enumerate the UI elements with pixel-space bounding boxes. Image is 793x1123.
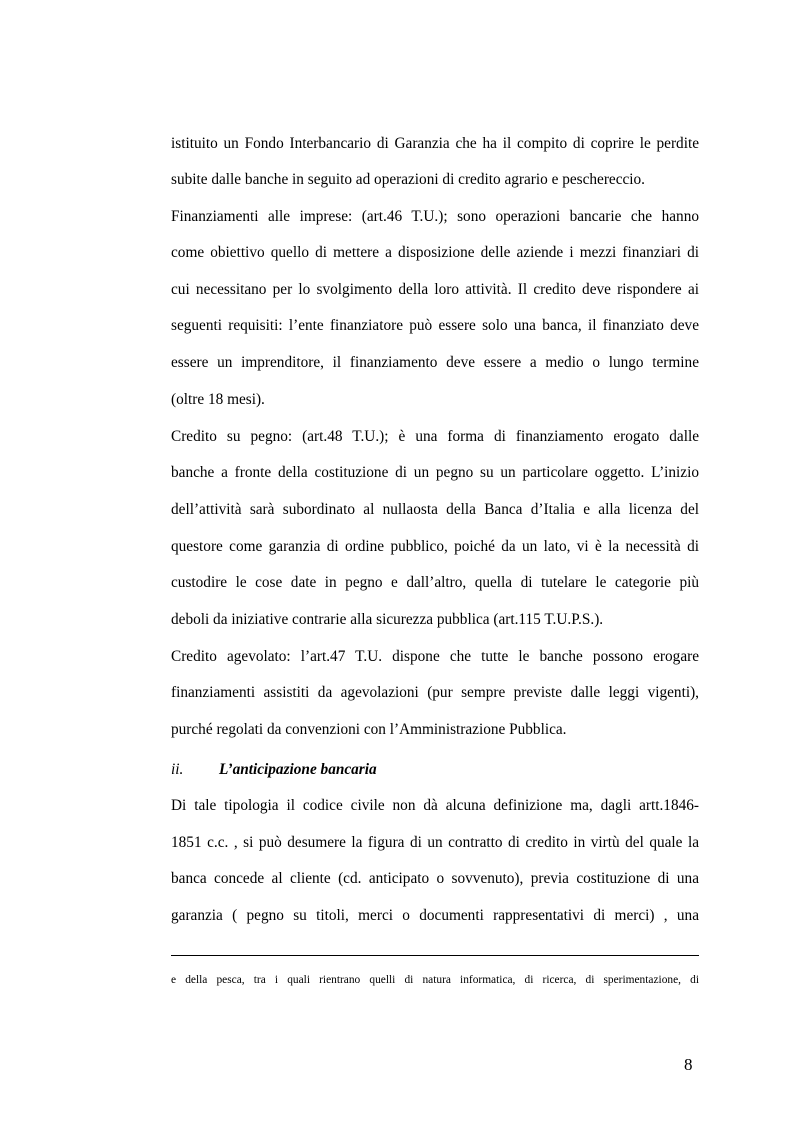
body-line: Finanziamenti alle imprese: (art.46 T.U.); sono operazioni bancarie che hanno <box>171 208 699 225</box>
body-line: Credito su pegno: (art.48 T.U.); è una forma di finanziamento erogato dalle <box>171 428 699 445</box>
section-heading <box>171 761 377 779</box>
page-number: 8 <box>684 1055 693 1074</box>
body-line: seguenti requisiti: l’ente finanziatore può essere solo una banca, il finanziato deve <box>171 317 699 334</box>
footnote-separator <box>171 955 699 956</box>
body-line: banca concede al cliente (cd. anticipato o sovvenuto), previa costituzione di una <box>171 870 699 887</box>
body-line: finanziamenti assistiti da agevolazioni (pur sempre previste dalle leggi vigenti), <box>171 684 699 701</box>
body-line: 1851 c.c. , si può desumere la figura di un contratto di credito in virtù del quale la <box>171 834 699 851</box>
body-line: purché regolati da convenzioni con l’Amministrazione Pubblica. <box>171 721 567 738</box>
body-line: cui necessitano per lo svolgimento della loro attività. Il credito deve rispondere ai <box>171 281 699 298</box>
body-line: (oltre 18 mesi). <box>171 391 265 408</box>
body-line: deboli da iniziative contrarie alla sicurezza pubblica (art.115 T.U.P.S.). <box>171 611 604 628</box>
footnote-text: e della pesca, tra i quali rientrano quelli di natura informatica, di ricerca, di sperimentazione, di <box>171 974 699 986</box>
section-title: L’anticipazione bancaria <box>219 761 377 778</box>
body-line: questore come garanzia di ordine pubblico, poiché da un lato, vi è la necessità di <box>171 538 699 555</box>
section-number: ii. <box>171 761 184 778</box>
body-line: custodire le cose date in pegno e dall’altro, quella di tutelare le categorie più <box>171 574 699 591</box>
body-line: come obiettivo quello di mettere a disposizione delle aziende i mezzi finanziari di <box>171 244 699 261</box>
body-line: dell’attività sarà subordinato al nullaosta della Banca d’Italia e alla licenza del <box>171 501 699 518</box>
body-line: banche a fronte della costituzione di un pegno su un particolare oggetto. L’inizio <box>171 464 699 481</box>
body-line: Credito agevolato: l’art.47 T.U. dispone che tutte le banche possono erogare <box>171 648 699 665</box>
body-line: istituito un Fondo Interbancario di Garanzia che ha il compito di coprire le perdite <box>171 135 699 152</box>
body-line: essere un imprenditore, il finanziamento deve essere a medio o lungo termine <box>171 354 699 371</box>
body-line: Di tale tipologia il codice civile non dà alcuna definizione ma, dagli artt.1846- <box>171 797 699 814</box>
body-line: garanzia ( pegno su titoli, merci o documenti rappresentativi di merci) , una <box>171 907 699 924</box>
body-line: subite dalle banche in seguito ad operazioni di credito agrario e peschereccio. <box>171 171 646 188</box>
